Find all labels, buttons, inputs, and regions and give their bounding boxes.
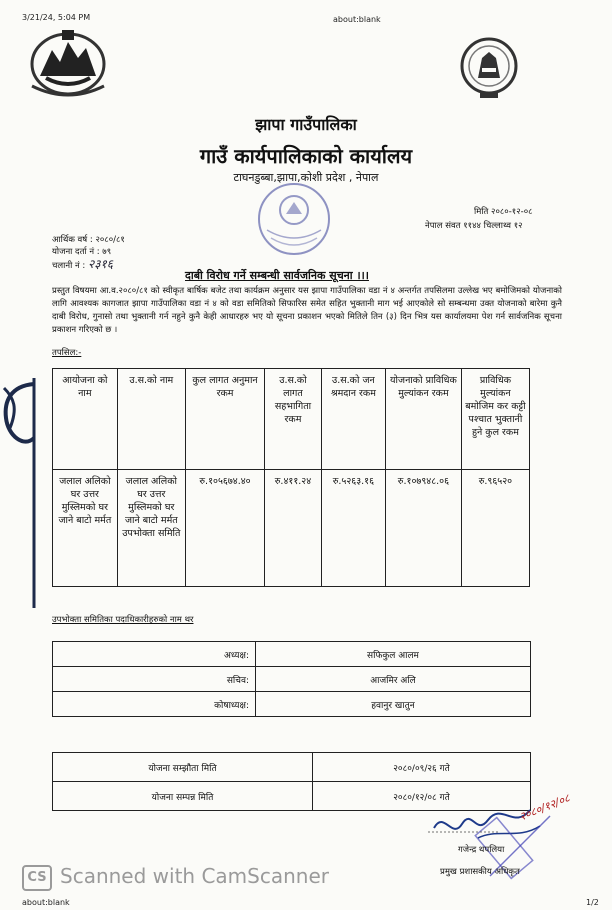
- dispatch-number-label: चलानी नं : २३१६: [52, 257, 113, 271]
- completion-date-label: योजना सम्पन्न मिति: [53, 782, 313, 811]
- table-row: [53, 642, 531, 667]
- binder-thread: [0, 378, 40, 608]
- header-labour-contribution: उ.स.को जन श्रमदान रकम: [321, 369, 385, 470]
- date-line: मिति २०८०-१२-०८: [474, 207, 533, 217]
- office-address: टाघनडुब्बा,झापा,कोशी प्रदेश , नेपाल: [233, 171, 379, 184]
- agreement-date-label: योजना सम्झौता मिति: [53, 753, 313, 782]
- camscanner-watermark: [22, 864, 329, 891]
- plan-registration-number: योजना दर्ता नं : ७९: [52, 247, 112, 257]
- table-row: [53, 667, 531, 692]
- details-label: तपसिल:-: [52, 348, 82, 358]
- header-committee-name: उ.स.को नाम: [117, 369, 185, 470]
- header-technical-evaluation: योजनाको प्राविधिक मुल्यांकन रकम: [385, 369, 461, 470]
- camscanner-text: Scanned with CamScanner: [60, 864, 329, 888]
- table-row: [53, 753, 531, 782]
- camscanner-logo-icon: CS: [22, 865, 52, 891]
- officer-name: आजमिर अलि: [256, 667, 531, 692]
- cell-total-cost: रु.१०५६७४.४०: [185, 470, 264, 587]
- table-row: [53, 692, 531, 717]
- notice-body: प्रस्तुत विषयमा आ.व.२०८०/८१ को स्वीकृत बार्षिक बजेट तथा कार्यक्रम अनुसार यस झापा गाउँपालिका वडा नं ४ अन्तर्गत तपसिलमा उल्लेख भए बमोजिमको योजनाको लागि आवश्यक कागजात झापा गाउँपालिका वडा नं ४ को वडा समितिको सिफारिस समेत सहित भुक्तानी माग भई आएकोले सो सम्बन्धमा उक्त योजनाको बारेमा कुनै दाबी विरोध, गुनासो तथा भुक्तानी गर्न नहुने कुनै केही आधारहरु भए यो सूचना प्रकाशन भएको मितिले तिन (३) दिन भित्र यस कार्यालयमा पेश गर्न सार्वजनिक सूचना प्रकाशन गरिएको छ ।: [52, 286, 562, 335]
- office-title: गाउँ कार्यपालिकाको कार्यालय: [199, 144, 413, 168]
- header-total-cost: कुल लागत अनुमान रकम: [185, 369, 264, 470]
- municipality-logo: [458, 34, 520, 100]
- cell-labour-contribution: रु.५२६३.१६: [321, 470, 385, 587]
- print-url-footer: about:blank: [22, 898, 70, 907]
- cell-technical-evaluation: रु.१०७९४८.०६: [385, 470, 461, 587]
- officer-name: हवानुर खातुन: [256, 692, 531, 717]
- agreement-date-value: २०८०/०९/२६ गते: [313, 753, 531, 782]
- fiscal-year: आर्थिक वर्ष : २०८०/८१: [52, 235, 125, 245]
- completion-date-value: २०८०/१२/०८ गते: [313, 782, 531, 811]
- signature-handwritten-date: २०८०/१२/०८: [517, 791, 572, 824]
- officer-role: अध्यक्ष:: [53, 642, 256, 667]
- header-payable-amount: प्राविधिक मुल्यांकन बमोजिम कर कट्टी पश्चात भुक्तानी हुने कुल रकम: [461, 369, 529, 470]
- office-round-stamp: [253, 180, 335, 258]
- signatory-designation: प्रमुख प्रशासकीय अधिकृत: [440, 867, 520, 877]
- page-indicator: 1/2: [586, 898, 599, 907]
- officer-role: सचिव:: [53, 667, 256, 692]
- header-cost-participation: उ.स.को लागत सहभागिता रकम: [265, 369, 322, 470]
- table-header-row: [53, 369, 530, 470]
- nepal-government-emblem: [26, 28, 110, 98]
- signatory-name: गजेन्द्र थपलिया: [458, 845, 505, 855]
- print-timestamp: 3/21/24, 5:04 PM: [22, 13, 91, 22]
- table-row: [53, 470, 530, 587]
- office-name: झापा गाउँपालिका: [255, 115, 357, 134]
- officer-role: कोषाध्यक्ष:: [53, 692, 256, 717]
- committee-officers-label: उपभोक्ता समितिका पदाधिकारीहरुको नाम थर: [52, 615, 194, 625]
- nepal-samvat-date: नेपाल संवत ११४४ चिल्लाथ्व १२: [425, 221, 523, 231]
- cell-project-name: जलाल अलिको घर उत्तर मुस्लिमको घर जाने बाटो मर्मत: [53, 470, 118, 587]
- dispatch-number-handwritten: २३१६: [87, 257, 113, 271]
- header-project-name: आयोजना को नाम: [53, 369, 118, 470]
- plan-details-table: [52, 368, 530, 587]
- cell-committee-name: जलाल अलिको घर उत्तर मुस्लिमको घर जाने बाटो मर्मत उपभोक्ता समिति: [117, 470, 185, 587]
- cell-cost-participation: रु.४११.२४: [265, 470, 322, 587]
- notice-title: दाबी विरोध गर्ने सम्बन्धी सार्वजनिक सूचना ।।।: [185, 269, 369, 282]
- officer-name: सफिकुल आलम: [256, 642, 531, 667]
- print-url-header: about:blank: [333, 15, 381, 24]
- cell-payable-amount: रु.९६५२०: [461, 470, 529, 587]
- committee-officers-table: [52, 641, 531, 717]
